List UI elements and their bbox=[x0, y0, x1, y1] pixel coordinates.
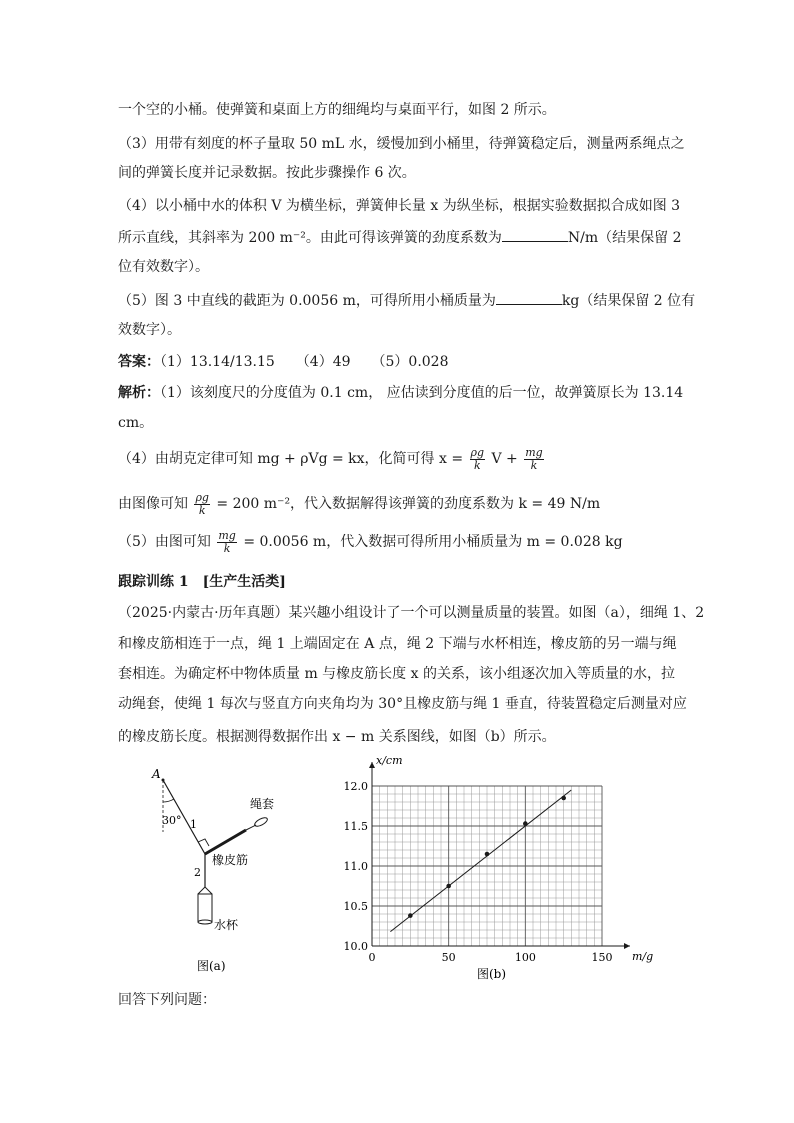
label-loop: 绳套 bbox=[250, 797, 275, 811]
answer-blank bbox=[496, 290, 562, 305]
formula-line bbox=[118, 442, 546, 476]
text-segment: = 200 m⁻²，代入数据解得该弹簧的劲度系数为 k = 49 N/m bbox=[216, 496, 601, 512]
text-line: 和橡皮筋相连于一点，绳 1 上端固定在 A 点，绳 2 下端与水杯相连，橡皮筋的另一端与绳 bbox=[118, 636, 677, 652]
fraction: $\frac{mg}{k}$ bbox=[218, 528, 236, 555]
y-tick-label: 11.5 bbox=[343, 820, 368, 833]
rubber-band bbox=[205, 830, 246, 854]
data-point bbox=[485, 852, 490, 857]
text-line: 套相连。为确定杯中物体质量 m 与橡皮筋长度 x 的关系，该小组逐次加入等质量的水，拉 bbox=[118, 666, 675, 682]
analysis-label: 解析： bbox=[118, 385, 160, 401]
x-axis-label: m/g bbox=[632, 950, 654, 963]
y-tick-label: 12.0 bbox=[343, 780, 368, 793]
analysis-text: （1）该刻度尺的分度值为 0.1 cm， 应估读到分度值的后一位，故弹簧原长为 13.14 bbox=[160, 385, 684, 401]
text-line: 间的弹簧长度并记录数据。按此步骤操作 6 次。 bbox=[118, 165, 416, 181]
figure-b-chart bbox=[340, 752, 654, 981]
angle-arc bbox=[163, 799, 174, 802]
cup-handle-left bbox=[198, 887, 205, 894]
fraction: $\frac{\rho g}{k}$ bbox=[470, 445, 485, 472]
text-segment: （4）由胡克定律可知 mg + ρVg = kx，化简可得 x = bbox=[118, 451, 464, 467]
label-a: A bbox=[152, 767, 161, 781]
text-line: 的橡皮筋长度。根据测得数据作出 x − m 关系图线，如图（b）所示。 bbox=[118, 729, 556, 745]
x-axis-arrow bbox=[624, 943, 630, 949]
text-line: 位有效数字）。 bbox=[118, 259, 209, 275]
label-rope-2: 2 bbox=[194, 866, 201, 879]
answer-line bbox=[118, 352, 449, 372]
data-point bbox=[408, 913, 413, 918]
text-line: 回答下列问题： bbox=[118, 992, 216, 1008]
text-segment: 由图像可知 bbox=[118, 496, 188, 512]
data-point bbox=[446, 884, 451, 889]
text-segment: kg（结果保留 2 位有 bbox=[561, 293, 696, 309]
label-angle: 30° bbox=[162, 814, 182, 827]
text-line: 动绳套，使绳 1 每次与竖直方向夹角均为 30°且橡皮筋与绳 1 垂直，待装置稳定后测量对应 bbox=[118, 696, 687, 712]
text-line bbox=[118, 227, 682, 248]
text-segment: N/m（结果保留 2 bbox=[567, 230, 682, 246]
formula-line bbox=[118, 487, 600, 521]
rope-loop bbox=[253, 816, 268, 828]
text-line: （4）以小桶中水的体积 V 为横坐标，弹簧伸长量 x 为纵坐标，根据实验数据拟合成如图 3 bbox=[118, 198, 681, 214]
y-tick-label: 10.5 bbox=[343, 900, 368, 913]
analysis-line bbox=[118, 383, 683, 403]
y-axis-label: x/cm bbox=[376, 754, 403, 767]
x-tick-label: 50 bbox=[441, 951, 456, 964]
text-line bbox=[118, 290, 695, 311]
formula-line bbox=[118, 525, 623, 559]
text-segment: （5）由图可知 bbox=[118, 534, 211, 550]
label-rope-1: 1 bbox=[190, 818, 197, 831]
fraction: $\frac{\rho g}{k}$ bbox=[195, 490, 209, 517]
y-tick-label: 11.0 bbox=[343, 860, 368, 873]
text-line: cm。 bbox=[118, 415, 154, 431]
rope-loop-line bbox=[246, 825, 256, 830]
cup-handle-right bbox=[205, 887, 212, 894]
x-tick-label: 100 bbox=[514, 951, 536, 964]
answer-label: 答案： bbox=[118, 354, 160, 370]
water-cup-bottom bbox=[198, 920, 212, 924]
text-segment: 所示直线，其斜率为 200 m⁻²。由此可得该弹簧的劲度系数为 bbox=[118, 230, 502, 246]
text-segment: （5）图 3 中直线的截距为 0.0056 m，可得所用小桶质量为 bbox=[118, 293, 496, 309]
text-line: 一个空的小桶。使弹簧和桌面上方的细绳均与桌面平行，如图 2 所示。 bbox=[118, 102, 556, 118]
point-a-dot bbox=[162, 779, 165, 782]
section-title: 跟踪训练 1 [生产生活类] bbox=[118, 574, 286, 590]
text-segment: V + bbox=[491, 451, 518, 467]
y-axis-arrow bbox=[369, 762, 375, 768]
fit-line bbox=[390, 790, 571, 932]
data-point bbox=[523, 821, 528, 826]
data-point bbox=[561, 796, 566, 801]
text-line: （3）用带有刻度的杯子量取 50 mL 水，缓慢加到小桶里，待弹簧稳定后，测量两系绳点之 bbox=[118, 136, 685, 152]
x-tick-label: 0 bbox=[368, 951, 376, 964]
answer-blank bbox=[502, 227, 568, 242]
figure-a-diagram bbox=[140, 762, 310, 982]
fraction: $\frac{mg}{k}$ bbox=[525, 445, 543, 472]
caption-a: 图(a) bbox=[197, 959, 226, 973]
label-cup: 水杯 bbox=[214, 918, 239, 932]
text-line: （2025·内蒙古·历年真题）某兴趣小组设计了一个可以测量质量的装置。如图（a），细绳 1、2 bbox=[118, 605, 705, 621]
answer-text: （1）13.14/13.15 （4）49 （5）0.028 bbox=[160, 354, 449, 370]
x-tick-label: 150 bbox=[591, 951, 613, 964]
text-line: 效数字）。 bbox=[118, 322, 181, 338]
caption-b: 图(b) bbox=[477, 967, 507, 981]
text-segment: = 0.0056 m，代入数据可得所用小桶质量为 m = 0.028 kg bbox=[243, 534, 623, 550]
water-cup bbox=[198, 894, 212, 922]
label-band: 橡皮筋 bbox=[212, 853, 249, 867]
y-tick-label: 10.0 bbox=[343, 940, 368, 953]
